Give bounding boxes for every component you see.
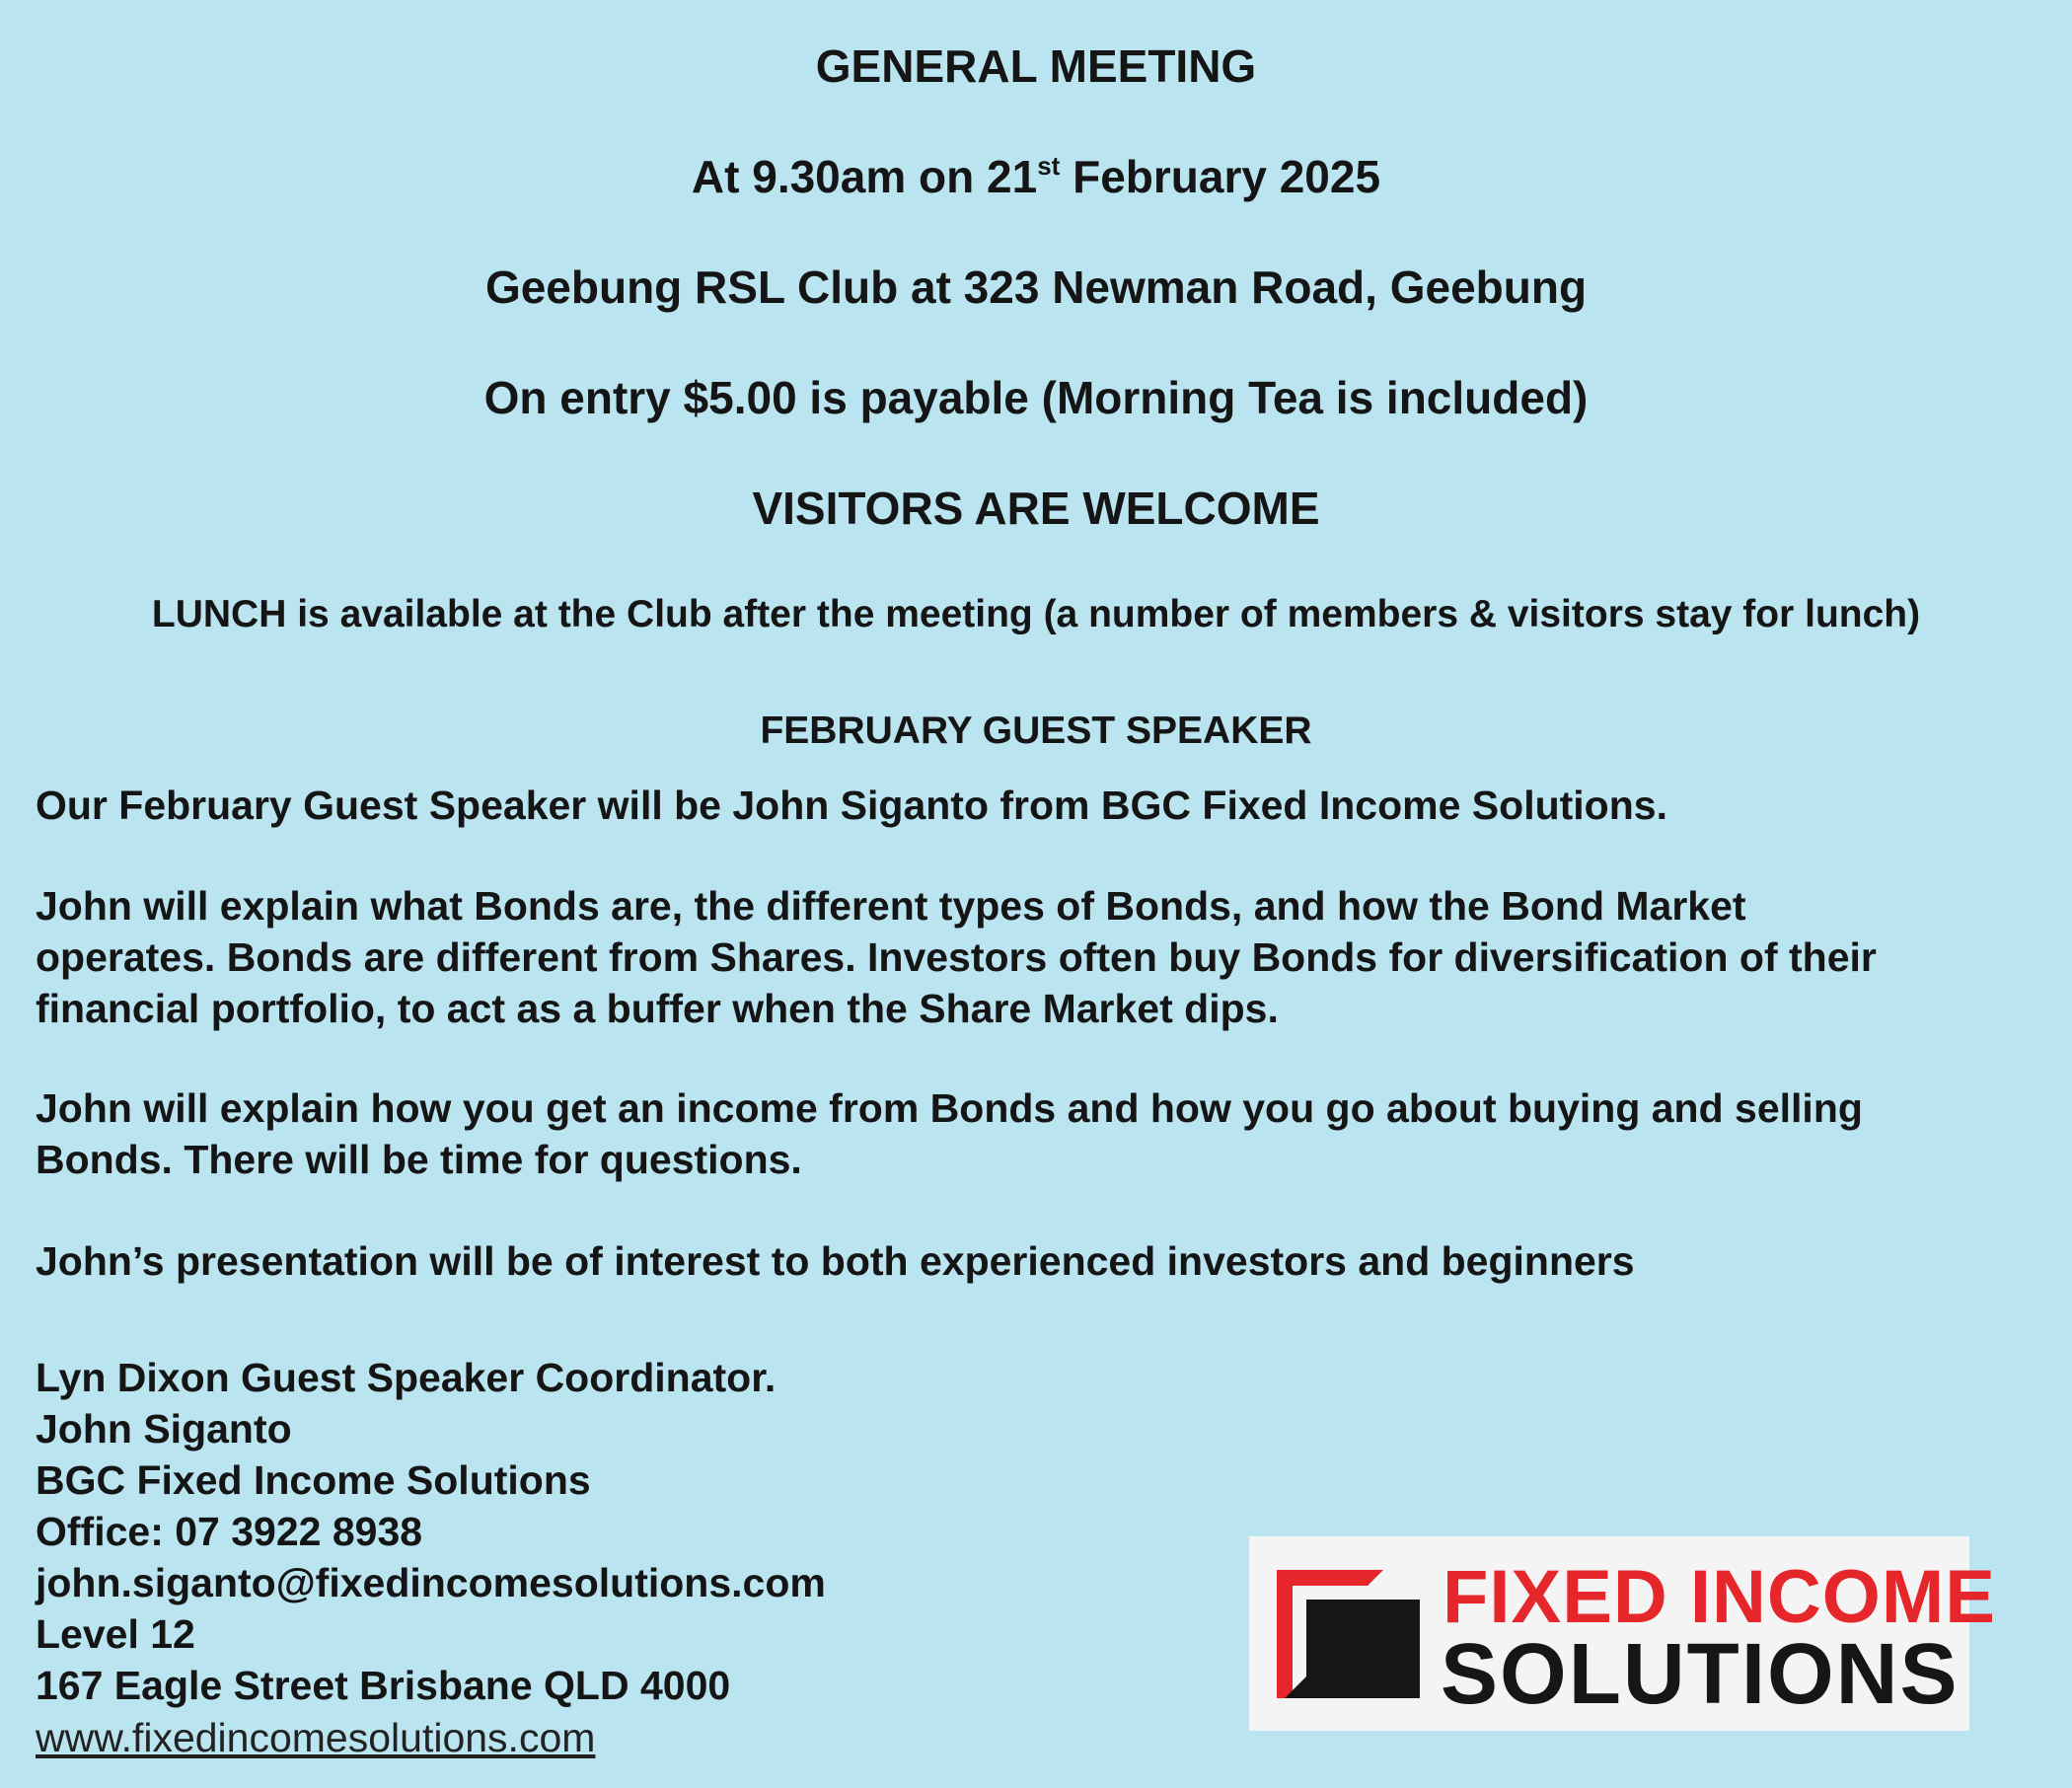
contact-company: BGC Fixed Income Solutions (36, 1457, 591, 1503)
logo-mark-icon (1277, 1570, 1420, 1698)
coordinator-line: Lyn Dixon Guest Speaker Coordinator. (36, 1355, 777, 1400)
contact-name: John Siganto (36, 1406, 292, 1452)
lunch-note: LUNCH is available at the Club after the meeting (a number of members & visitors stay for lunch) (151, 593, 1921, 635)
contact-level: Level 12 (36, 1611, 195, 1657)
website-link[interactable]: www.fixedincomesolutions.com (36, 1715, 596, 1760)
fixed-income-solutions-logo (1249, 1536, 1996, 1731)
speaker-intro: Our February Guest Speaker will be John Siganto from BGC Fixed Income Solutions. (36, 782, 1667, 828)
paragraph-line: financial portfolio, to act as a buffer when the Share Market dips. (36, 986, 1279, 1031)
logo-line-2: SOLUTIONS (1441, 1626, 1960, 1722)
paragraph-line: John will explain what Bonds are, the different types of Bonds, and how the Bond Market (36, 883, 1746, 929)
speaker-paragraph-2 (36, 1082, 1863, 1185)
contact-phone: Office: 07 3922 8938 (36, 1509, 423, 1554)
paragraph-line: John will explain how you get an income from Bonds and how you go about buying and selling (36, 1085, 1863, 1131)
speaker-paragraph-3: John’s presentation will be of interest to both experienced investors and beginners (36, 1238, 1635, 1284)
contact-block (36, 1352, 826, 1711)
contact-address: 167 Eagle Street Brisbane QLD 4000 (36, 1663, 731, 1708)
page-title: GENERAL MEETING (815, 40, 1257, 92)
logo-line-1: FIXED INCOME (1443, 1555, 1996, 1639)
contact-email[interactable]: john.siganto@fixedincomesolutions.com (36, 1560, 826, 1605)
entry-fee: On entry $5.00 is payable (Morning Tea is included) (483, 372, 1589, 423)
speaker-heading: FEBRUARY GUEST SPEAKER (760, 709, 1312, 752)
paragraph-line: Bonds. There will be time for questions. (36, 1137, 802, 1182)
meeting-time: At 9.30am on 21st February 2025 (691, 151, 1381, 202)
visitors-welcome: VISITORS ARE WELCOME (752, 483, 1320, 534)
meeting-venue: Geebung RSL Club at 323 Newman Road, Geebung (484, 261, 1588, 313)
speaker-paragraph-1 (36, 880, 1877, 1034)
paragraph-line: operates. Bonds are different from Shares. Investors often buy Bonds for diversification of their (36, 934, 1877, 980)
